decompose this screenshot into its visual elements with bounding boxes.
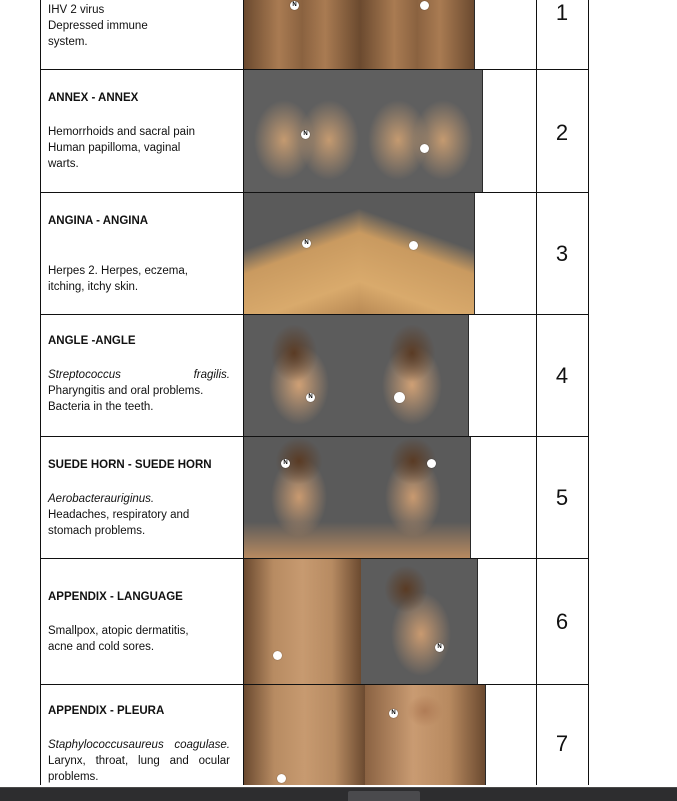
face-photo-right bbox=[358, 437, 471, 558]
row-images bbox=[244, 559, 478, 684]
row-text bbox=[48, 703, 230, 785]
row-description bbox=[48, 367, 230, 415]
row-number: 3 bbox=[555, 241, 569, 266]
row-text bbox=[48, 90, 230, 172]
point-marker-n: N bbox=[281, 459, 290, 468]
row-title: SUEDE HORN - SUEDE HORN bbox=[48, 459, 212, 471]
table-row bbox=[0, 0, 677, 69]
row-text bbox=[48, 213, 230, 295]
row-description-italic: Streptococcus fragilis. bbox=[48, 369, 230, 381]
row-description bbox=[48, 737, 230, 785]
body-photo-left bbox=[244, 70, 364, 192]
point-marker-dot bbox=[427, 459, 436, 468]
face-photo-left bbox=[244, 437, 359, 558]
row-title: APPENDIX - PLEURA bbox=[48, 705, 165, 717]
neck-photo-right bbox=[359, 193, 475, 314]
row-number: 1 bbox=[555, 0, 569, 25]
row-description-text: Pharyngitis and oral problems. Bacteria in the teeth. bbox=[48, 385, 204, 413]
row-description: Herpes 2. Herpes, eczema, itching, itchy skin. bbox=[48, 265, 188, 293]
row-description-text: Headaches, respiratory and stomach problems. bbox=[48, 509, 190, 537]
table-row bbox=[0, 193, 677, 314]
row-description-italic: Staphylococcusaureus coagulase. bbox=[48, 739, 230, 751]
row-title: APPENDIX - LANGUAGE bbox=[48, 591, 183, 603]
point-marker-dot bbox=[409, 241, 418, 250]
row-number: 4 bbox=[555, 363, 569, 388]
point-marker-n: N bbox=[290, 1, 299, 10]
point-marker-n: N bbox=[306, 393, 315, 402]
row-number: 7 bbox=[555, 731, 569, 756]
bottom-taskbar bbox=[0, 787, 677, 801]
head-photo bbox=[361, 559, 478, 684]
body-photo-right bbox=[363, 70, 483, 192]
row-images bbox=[244, 70, 484, 192]
table-row bbox=[0, 315, 677, 436]
row-text bbox=[48, 457, 230, 539]
row-description bbox=[48, 491, 230, 539]
head-photo-right bbox=[357, 315, 469, 436]
table-row bbox=[0, 559, 677, 684]
row-images bbox=[244, 685, 486, 785]
point-marker-dot bbox=[277, 774, 286, 783]
row-description: Hemorrhoids and sacral pain Human papilloma, vaginal warts. bbox=[48, 126, 196, 170]
row-images bbox=[244, 193, 476, 314]
row-description-text: Larynx, throat, lung and ocular problems. bbox=[48, 755, 230, 783]
point-marker-n: N bbox=[435, 643, 444, 652]
row-text bbox=[48, 589, 230, 655]
torso-photo bbox=[244, 559, 362, 684]
point-marker-n: N bbox=[389, 709, 398, 718]
point-marker-n: N bbox=[302, 239, 311, 248]
row-title: ANNEX - ANNEX bbox=[48, 92, 139, 104]
table-row bbox=[0, 685, 677, 785]
point-marker-n: N bbox=[301, 130, 310, 139]
neck-photo-left bbox=[244, 193, 360, 314]
table-row bbox=[0, 70, 677, 192]
row-text bbox=[48, 333, 230, 415]
row-description: Smallpox, atopic dermatitis, acne and cold sores. bbox=[48, 625, 189, 653]
row-title: ANGINA - ANGINA bbox=[48, 215, 149, 227]
row-images bbox=[244, 315, 470, 436]
chest-photo bbox=[365, 685, 486, 785]
table-row bbox=[0, 437, 677, 558]
head-photo-left bbox=[244, 315, 358, 436]
row-description-italic: Aerobacterauriginus. bbox=[48, 493, 155, 505]
torso-photo-front bbox=[244, 685, 366, 785]
row-number: 2 bbox=[555, 120, 569, 145]
row-images bbox=[244, 437, 472, 558]
body-photo-right bbox=[360, 0, 475, 69]
row-number: 6 bbox=[555, 609, 569, 634]
point-marker-dot bbox=[394, 392, 405, 403]
body-photo-left bbox=[244, 0, 361, 69]
point-marker-dot bbox=[420, 1, 429, 10]
row-title: ANGLE -ANGLE bbox=[48, 335, 136, 347]
point-marker-dot bbox=[420, 144, 429, 153]
point-marker-dot bbox=[273, 651, 282, 660]
row-number: 5 bbox=[555, 485, 569, 510]
row-images bbox=[244, 0, 476, 69]
row-description: IHV 2 virus Depressed immune system. bbox=[48, 4, 148, 48]
row-text bbox=[48, 2, 230, 50]
